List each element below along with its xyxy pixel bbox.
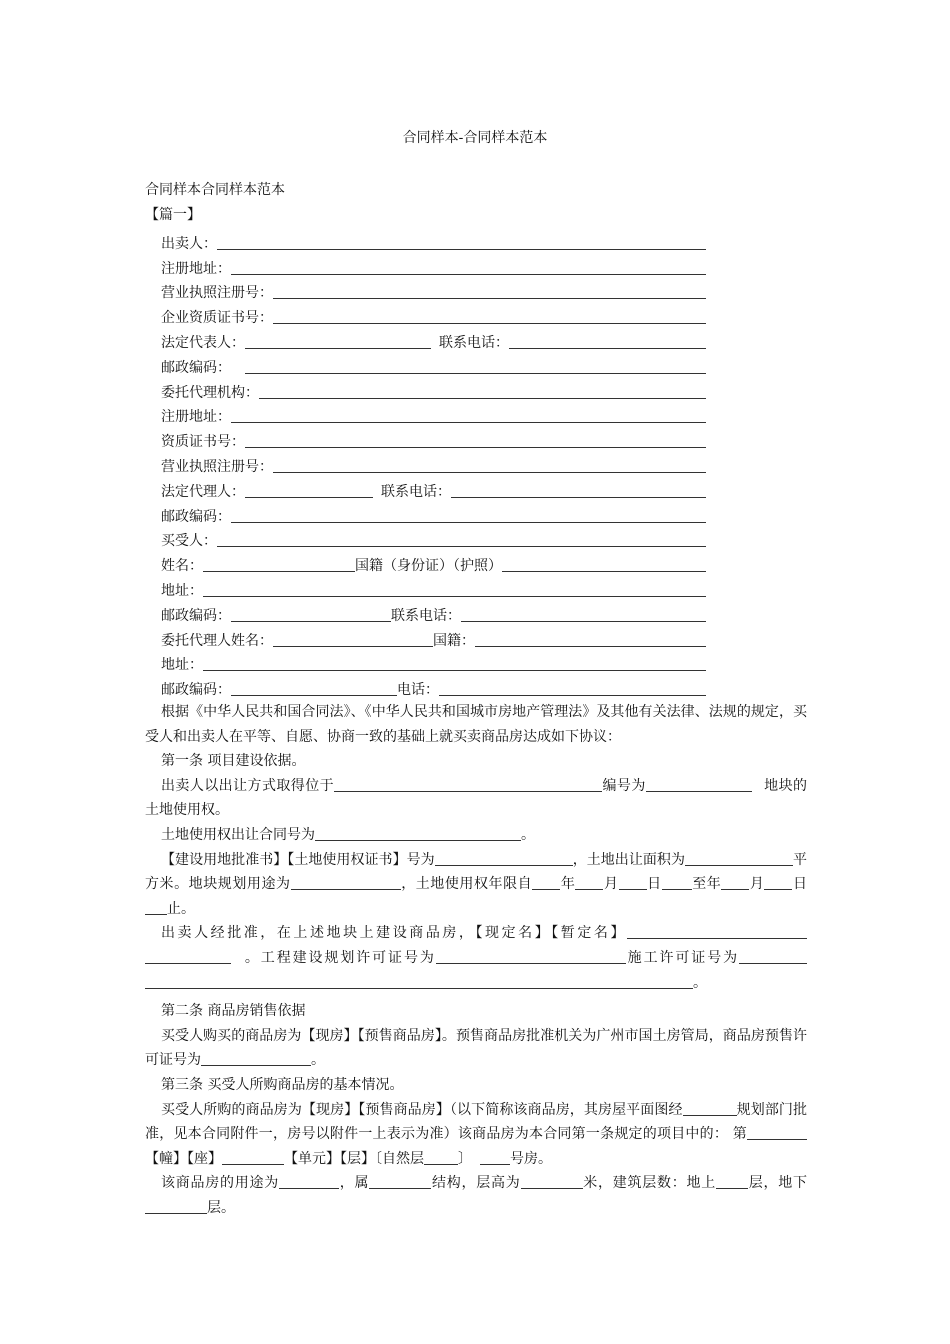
blank-line bbox=[273, 458, 706, 473]
blank-line bbox=[217, 235, 706, 250]
field-label: 买受人： bbox=[161, 533, 217, 550]
field-label: 邮政编码： bbox=[161, 607, 231, 624]
blank-line bbox=[683, 1101, 719, 1116]
blank-line bbox=[231, 681, 397, 696]
paragraph-land-contract: 土地使用权出让合同号为 。 bbox=[161, 826, 535, 843]
blank-line bbox=[716, 1174, 748, 1189]
field-label: 地址： bbox=[161, 657, 203, 674]
blank-line bbox=[575, 875, 603, 890]
blank-line bbox=[203, 557, 355, 572]
blank-line bbox=[259, 384, 706, 399]
blank-line bbox=[231, 408, 706, 423]
field-label: 联系电话： bbox=[381, 483, 451, 500]
field-seller bbox=[161, 228, 706, 253]
field-label: 邮政编码： bbox=[161, 508, 231, 525]
field-postcode bbox=[161, 352, 706, 377]
field-label: 联系电话： bbox=[439, 334, 509, 351]
blank-line bbox=[451, 483, 706, 498]
blank-line bbox=[231, 607, 391, 622]
blank-line bbox=[291, 875, 401, 890]
article-3-heading: 第三条 买受人所购商品房的基本情况。 bbox=[161, 1076, 404, 1093]
field-label: 国籍： bbox=[433, 632, 475, 649]
blank-line bbox=[145, 974, 693, 989]
field-label: 法定代表人： bbox=[161, 334, 245, 351]
field-agent-address bbox=[161, 650, 706, 675]
field-agent-postcode bbox=[161, 501, 706, 526]
blank-line bbox=[203, 656, 706, 671]
blank-line bbox=[369, 1174, 431, 1189]
blank-line bbox=[721, 875, 749, 890]
blank-line bbox=[509, 334, 706, 349]
field-agent-org bbox=[161, 377, 706, 402]
field-label: 邮政编码： bbox=[161, 359, 231, 376]
blank-line bbox=[747, 1125, 807, 1140]
field-label: 营业执照注册号： bbox=[161, 285, 273, 302]
blank-line bbox=[662, 875, 692, 890]
field-label: 邮政编码： bbox=[161, 682, 231, 699]
field-agent-reg-addr bbox=[161, 402, 706, 427]
blank-line bbox=[273, 284, 706, 299]
blank-line bbox=[646, 777, 752, 792]
blank-line bbox=[245, 433, 706, 448]
paragraph-house-usage: 该商品房的用途为 ，属 结构，层高为 米，建筑层数：地上 层，地下层。 bbox=[145, 1171, 807, 1220]
paragraph-land-approval: 【建设用地批准书】【土地使用权证书】号为 ，土地出让面积为 平方米。地块规划用途为 ，土地使用权年限自 年 月 日 至年 月 日止。 bbox=[145, 851, 808, 917]
field-label: 营业执照注册号： bbox=[161, 458, 273, 475]
blank-line bbox=[145, 900, 167, 915]
field-label: 电话： bbox=[397, 682, 439, 699]
field-qualification bbox=[161, 302, 706, 327]
field-label: 姓名： bbox=[161, 558, 203, 575]
blank-line bbox=[201, 1051, 311, 1066]
blank-line bbox=[222, 1150, 284, 1165]
blank-line bbox=[334, 777, 602, 792]
blank-line bbox=[424, 1150, 458, 1165]
blank-line bbox=[245, 359, 706, 374]
field-buyer-address bbox=[161, 575, 706, 600]
field-label: 法定代理人： bbox=[161, 483, 245, 500]
blank-line bbox=[521, 1174, 583, 1189]
blank-line bbox=[685, 851, 737, 866]
blank-line bbox=[737, 851, 793, 866]
blank-line bbox=[231, 260, 706, 275]
field-label: 企业资质证书号： bbox=[161, 310, 273, 327]
blank-line bbox=[475, 632, 706, 647]
field-agent-contact bbox=[161, 674, 706, 699]
field-label: 委托代理人姓名： bbox=[161, 632, 273, 649]
blank-line bbox=[627, 924, 807, 939]
field-label: 注册地址： bbox=[161, 260, 231, 277]
page-title: 合同样本-合同样本范本 bbox=[402, 130, 548, 146]
field-biz-license bbox=[161, 278, 706, 303]
blank-line bbox=[315, 826, 521, 841]
paragraph-land-location: 出卖人以出让方式取得位于 编号为 地块的土地使用权。 bbox=[145, 777, 808, 819]
field-label: 委托代理机构： bbox=[161, 384, 259, 401]
blank-line bbox=[439, 681, 706, 696]
field-label: 地址： bbox=[161, 582, 203, 599]
blank-line bbox=[145, 949, 231, 964]
field-label: 联系电话： bbox=[391, 607, 461, 624]
blank-line bbox=[203, 582, 706, 597]
article-2-heading: 第二条 商品房销售依据 bbox=[161, 1003, 306, 1020]
blank-line bbox=[461, 607, 706, 622]
paragraph-sale-basis: 买受人购买的商品房为【现房】【预售商品房】。预售商品房批准机关为广州市国土房管局，商品房预售许可证号为 。 bbox=[145, 1027, 807, 1069]
article-1-heading: 第一条 项目建设依据。 bbox=[161, 753, 306, 770]
paragraph-project-name: 出卖人经批准，在上述地块上建设商品房，【现定名】【暂定名】。工程建设规划许可证号为 施工许可证号为。 bbox=[145, 921, 807, 995]
blank-line bbox=[273, 309, 706, 324]
blank-line bbox=[217, 532, 706, 547]
field-agent-cert bbox=[161, 426, 706, 451]
blank-line bbox=[245, 483, 373, 498]
field-label: 国籍（身份证）（护照） bbox=[355, 558, 502, 575]
intro-paragraph: 根据《中华人民共和国合同法》、《中华人民共和国城市房地产管理法》及其他有关法律、法规的规定，买受人和出卖人在平等、自愿、协商一致的基础上就买卖商品房达成如下协议： bbox=[145, 704, 807, 745]
field-buyer-name bbox=[161, 550, 706, 575]
blank-line bbox=[719, 1101, 737, 1116]
blank-line bbox=[245, 334, 431, 349]
blank-line bbox=[502, 557, 706, 572]
blank-line bbox=[480, 1150, 510, 1165]
blank-line bbox=[231, 508, 706, 523]
document-title: 合同样本合同样本范本 bbox=[145, 182, 285, 198]
party-info-form bbox=[161, 228, 706, 699]
contract-body bbox=[145, 700, 807, 1220]
field-buyer-postcode bbox=[161, 600, 706, 625]
field-legal-agent bbox=[161, 476, 706, 501]
blank-line bbox=[532, 875, 560, 890]
field-label: 资质证书号： bbox=[161, 434, 245, 451]
field-label: 出卖人： bbox=[161, 235, 217, 252]
section-heading: 【篇一】 bbox=[145, 207, 201, 223]
blank-line bbox=[273, 632, 433, 647]
field-reg-addr bbox=[161, 253, 706, 278]
blank-line bbox=[435, 851, 573, 866]
blank-line bbox=[764, 875, 792, 890]
blank-line bbox=[436, 949, 626, 964]
paragraph-house-info: 买受人所购的商品房为【现房】【预售商品房】（以下简称该商品房，其房屋平面图经 规划部门批准，见本合同附件一，房号以附件一上表示为准）该商品房为本合同第一条规定的项目中的： 第【幢】【座】 【单元】【层】〔自然层 〕 号房。 bbox=[145, 1101, 808, 1167]
blank-line bbox=[739, 949, 807, 964]
field-legal-rep bbox=[161, 327, 706, 352]
blank-line bbox=[145, 1199, 207, 1214]
blank-line bbox=[619, 875, 647, 890]
field-label: 注册地址： bbox=[161, 409, 231, 426]
field-agent-name bbox=[161, 625, 706, 650]
blank-line bbox=[279, 1174, 339, 1189]
field-buyer bbox=[161, 526, 706, 551]
field-agent-biz-license bbox=[161, 451, 706, 476]
